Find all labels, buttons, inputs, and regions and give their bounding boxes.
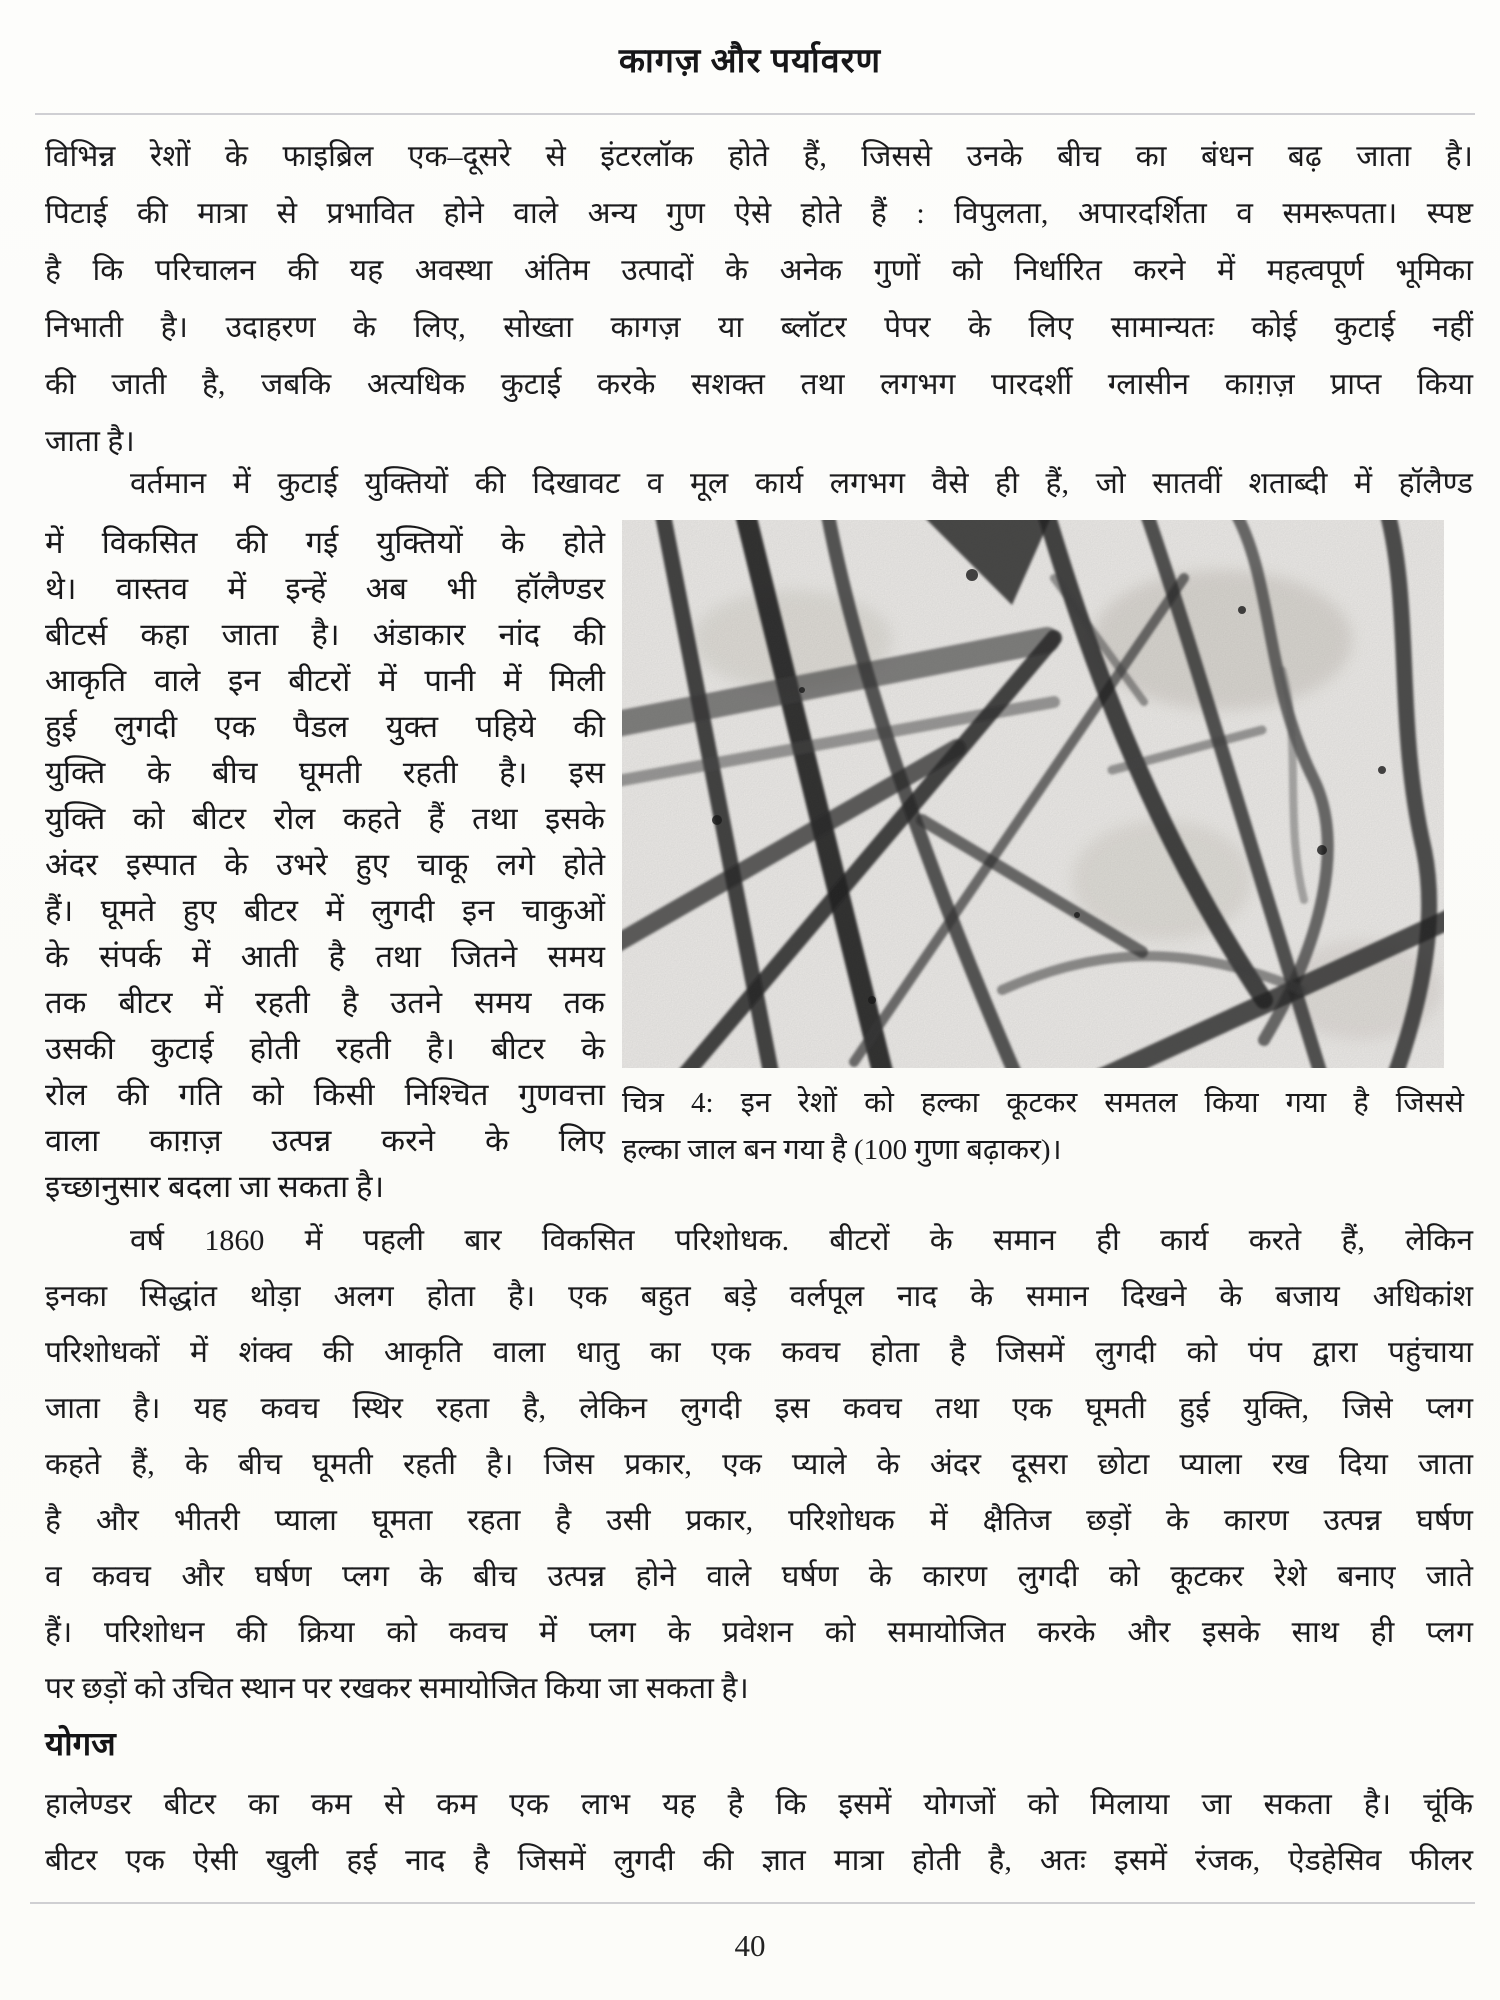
column-line: बीटर्स कहा जाता है। अंडाकार नांद की bbox=[45, 617, 605, 652]
column-line: तक बीटर में रहती है उतने समय तक bbox=[45, 985, 605, 1020]
p1-line: निभाती है। उदाहरण के लिए, सोख्ता कागज़ या ब्लॉटर पेपर के लिए सामान्यतः कोई कुटाई नहीं bbox=[45, 311, 1473, 344]
p2-first-line: वर्तमान में कुटाई युक्तियों की दिखावट व मूल कार्य लगभग वैसे ही हैं, जो सातवीं शताब्दी में हॉलैण्ड bbox=[130, 467, 1473, 500]
column-line: अंदर इस्पात के उभरे हुए चाकू लगे होते bbox=[45, 847, 605, 882]
figure-photo bbox=[622, 520, 1444, 1068]
page-title: कागज़ और पर्यावरण bbox=[618, 43, 882, 80]
p3-line: व कवच और घर्षण प्लग के बीच उत्पन्न होने वाले घर्षण के कारण लुगदी को कूटकर रेशे बनाए जाते bbox=[45, 1560, 1473, 1593]
footer-rule bbox=[30, 1902, 1475, 1904]
p1-line: पिटाई की मात्रा से प्रभावित होने वाले अन्य गुण ऐसे होते हैं : विपुलता, अपारदर्शिता व समरूपता। स्पष्ट bbox=[45, 197, 1473, 230]
column-line: रोल की गति को किसी निश्चित गुणवत्ता bbox=[45, 1077, 605, 1112]
p1-line: की जाती है, जबकि अत्यधिक कुटाई करके सशक्त तथा लगभग पारदर्शी ग्लासीन काग़ज़ प्राप्त किया bbox=[45, 368, 1473, 401]
figure-caption-line: हल्का जाल बन गया है (100 गुणा बढ़ाकर)। bbox=[622, 1134, 1062, 1166]
column-line: के संपर्क में आती है तथा जितने समय bbox=[45, 939, 605, 974]
header-rule bbox=[35, 113, 1475, 115]
p3-line: वर्ष 1860 में पहली बार विकसित परिशोधक. बीटरों के समान ही कार्य करते हैं, लेकिन bbox=[130, 1224, 1473, 1257]
p3-line: जाता है। यह कवच स्थिर रहता है, लेकिन लुगदी इस कवच तथा एक घूमती हुई युक्ति, जिसे प्लग bbox=[45, 1392, 1473, 1425]
p3-line: इनका सिद्धांत थोड़ा अलग होता है। एक बहुत बड़े वर्लपूल नाद के समान दिखने के बजाय अधिकांश bbox=[45, 1280, 1473, 1313]
p3-line: हैं। परिशोधन की क्रिया को कवच में प्लग के प्रवेशन को समायोजित करके और इसके साथ ही प्लग bbox=[45, 1616, 1473, 1649]
column-line: में विकसित की गई युक्तियों के होते bbox=[45, 525, 605, 560]
column-line: आकृति वाले इन बीटरों में पानी में मिली bbox=[45, 663, 605, 698]
p3-line: पर छड़ों को उचित स्थान पर रखकर समायोजित किया जा सकता है। bbox=[45, 1672, 749, 1705]
column-line: युक्ति के बीच घूमती रहती है। इस bbox=[45, 755, 605, 790]
column-line: उसकी कुटाई होती रहती है। बीटर के bbox=[45, 1031, 605, 1066]
column-line: हैं। घूमते हुए बीटर में लुगदी इन चाकुओं bbox=[45, 893, 605, 928]
p1-line: जाता है। bbox=[45, 425, 135, 458]
section-line: हालेण्डर बीटर का कम से कम एक लाभ यह है कि इसमें योगजों को मिलाया जा सकता है। चूंकि bbox=[45, 1788, 1473, 1821]
p1-line: है कि परिचालन की यह अवस्था अंतिम उत्पादों के अनेक गुणों को निर्धारित करने में महत्वपूर्ण भूमिका bbox=[45, 254, 1473, 287]
column-line: हुई लुगदी एक पैडल युक्त पहिये की bbox=[45, 709, 605, 744]
figure-caption-line: चित्र 4: इन रेशों को हल्का कूटकर समतल किया गया है जिससे bbox=[622, 1087, 1464, 1119]
p3-line: कहते हैं, के बीच घूमती रहती है। जिस प्रकार, एक प्याले के अंदर दूसरा छोटा प्याला रख दिया जाता bbox=[45, 1448, 1473, 1481]
p1-line: विभिन्न रेशों के फाइब्रिल एक–दूसरे से इंटरलॉक होते हैं, जिससे उनके बीच का बंधन बढ़ जाता है। bbox=[45, 140, 1473, 173]
p3-line: परिशोधकों में शंक्व की आकृति वाला धातु का एक कवच होता है जिसमें लुगदी को पंप द्वारा पहुंचाया bbox=[45, 1336, 1473, 1369]
fiber-micrograph-image bbox=[622, 520, 1444, 1068]
column-line: थे। वास्तव में इन्हें अब भी हॉलैण्डर bbox=[45, 571, 605, 606]
section-line: बीटर एक ऐसी खुली हई नाद है जिसमें लुगदी की ज्ञात मात्रा होती है, अतः इसमें रंजक, ऐडहेसिव फीलर bbox=[45, 1844, 1473, 1877]
p3-line: है और भीतरी प्याला घूमता रहता है उसी प्रकार, परिशोधक में क्षैतिज छड़ों के कारण उत्पन्न घर्षण bbox=[45, 1504, 1473, 1537]
column-line: इच्छानुसार बदला जा सकता है। bbox=[45, 1169, 385, 1204]
column-line: वाला काग़ज़ उत्पन्न करने के लिए bbox=[45, 1123, 605, 1158]
section-heading: योगज bbox=[45, 1727, 116, 1763]
column-line: युक्ति को बीटर रोल कहते हैं तथा इसके bbox=[45, 801, 605, 836]
page-number: 40 bbox=[734, 1928, 766, 1963]
